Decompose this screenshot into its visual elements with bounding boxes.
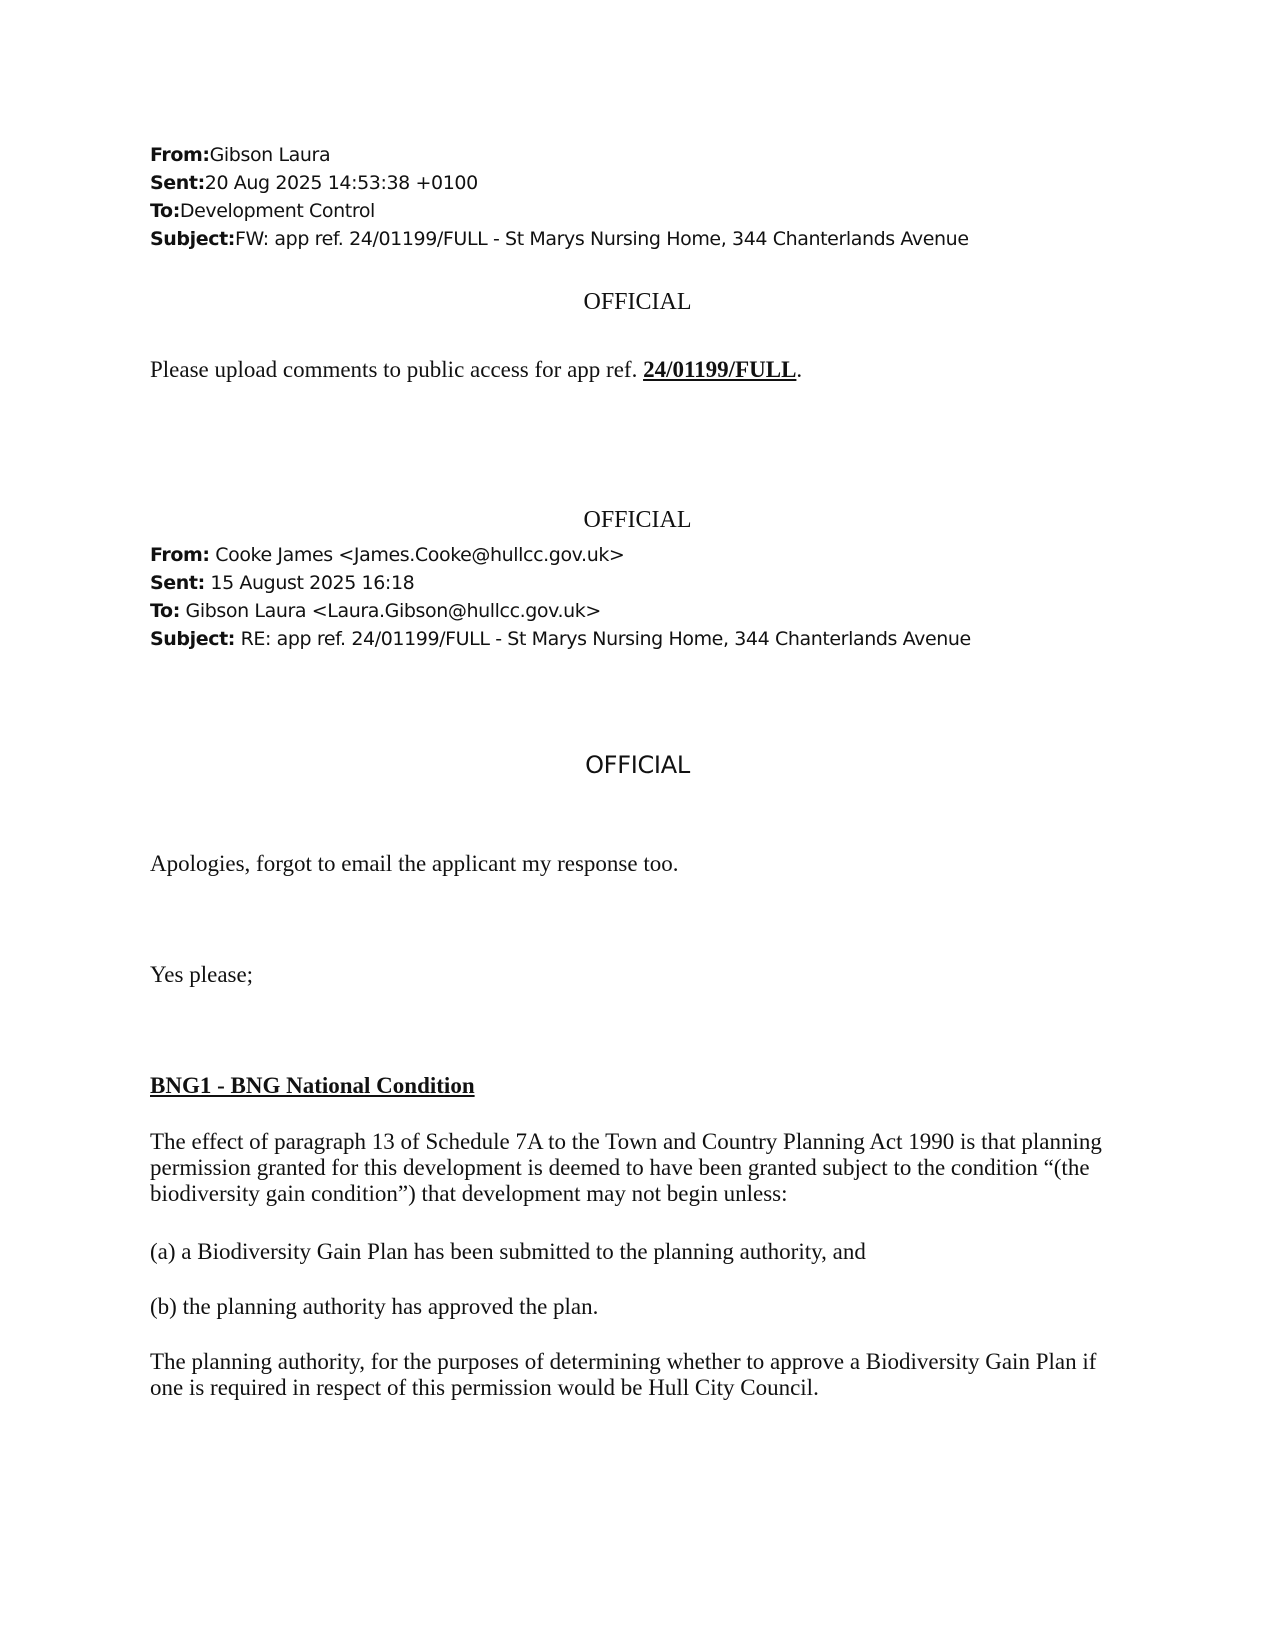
from-label: From: xyxy=(150,544,210,566)
condition-item-b: (b) the planning authority has approved the plan. xyxy=(150,1294,599,1319)
apology-text: Apologies, forgot to email the applicant my response too. xyxy=(150,851,679,876)
email2-to-row xyxy=(150,597,971,625)
condition-paragraph-1: The effect of paragraph 13 of Schedule 7A to the Town and Country Planning Act 1990 is that planning permission granted for this development is deemed to have been granted subject to the condition “(the biodiversity gain condition”) that development may not begin unless: xyxy=(150,1129,1102,1206)
sent-value: 15 August 2025 16:18 xyxy=(204,572,415,594)
email2-subject-row xyxy=(150,625,971,653)
email2-sent-row xyxy=(150,569,971,597)
email1-header xyxy=(150,141,969,253)
subject-value: FW: app ref. 24/01199/FULL - St Marys Nursing Home, 344 Chanterlands Avenue xyxy=(234,228,969,250)
from-value: Cooke James <James.Cooke@hullcc.gov.uk> xyxy=(209,544,625,566)
sent-label: Sent: xyxy=(150,172,205,194)
condition-heading: BNG1 - BNG National Condition xyxy=(150,1073,475,1098)
body-prefix: Please upload comments to public access for app ref. xyxy=(150,357,644,382)
from-value: Gibson Laura xyxy=(209,144,331,166)
email1-subject-row xyxy=(150,225,969,253)
sent-value: 20 Aug 2025 14:53:38 +0100 xyxy=(204,172,478,194)
subject-value: RE: app ref. 24/01199/FULL - St Marys Nursing Home, 344 Chanterlands Avenue xyxy=(234,628,971,650)
to-value: Gibson Laura <Laura.Gibson@hullcc.gov.uk> xyxy=(179,600,601,622)
app-ref-link[interactable]: 24/01199/FULL xyxy=(643,357,797,382)
subject-label: Subject: xyxy=(150,228,235,250)
condition-paragraph-2: The planning authority, for the purposes of determining whether to approve a Biodiversity Gain Plan if one is required in respect of this permission would be Hull City Council. xyxy=(150,1349,1097,1400)
subject-label: Subject: xyxy=(150,628,235,650)
to-label: To: xyxy=(150,600,180,622)
email1-classification: OFFICIAL xyxy=(583,289,692,315)
to-label: To: xyxy=(150,200,180,222)
email1-from-row xyxy=(150,141,969,169)
email1-classification-footer: OFFICIAL xyxy=(583,507,692,533)
condition-item-a: (a) a Biodiversity Gain Plan has been submitted to the planning authority, and xyxy=(150,1239,866,1264)
to-value: Development Control xyxy=(179,200,375,222)
email1-body xyxy=(150,357,1110,383)
email1-sent-row xyxy=(150,169,969,197)
yes-please-text: Yes please; xyxy=(150,962,254,987)
email2-classification: OFFICIAL xyxy=(585,751,690,779)
sent-label: Sent: xyxy=(150,572,205,594)
email2-header xyxy=(150,541,971,653)
body-suffix: . xyxy=(796,357,803,382)
email1-to-row xyxy=(150,197,969,225)
email2-from-row xyxy=(150,541,971,569)
from-label: From: xyxy=(150,144,210,166)
